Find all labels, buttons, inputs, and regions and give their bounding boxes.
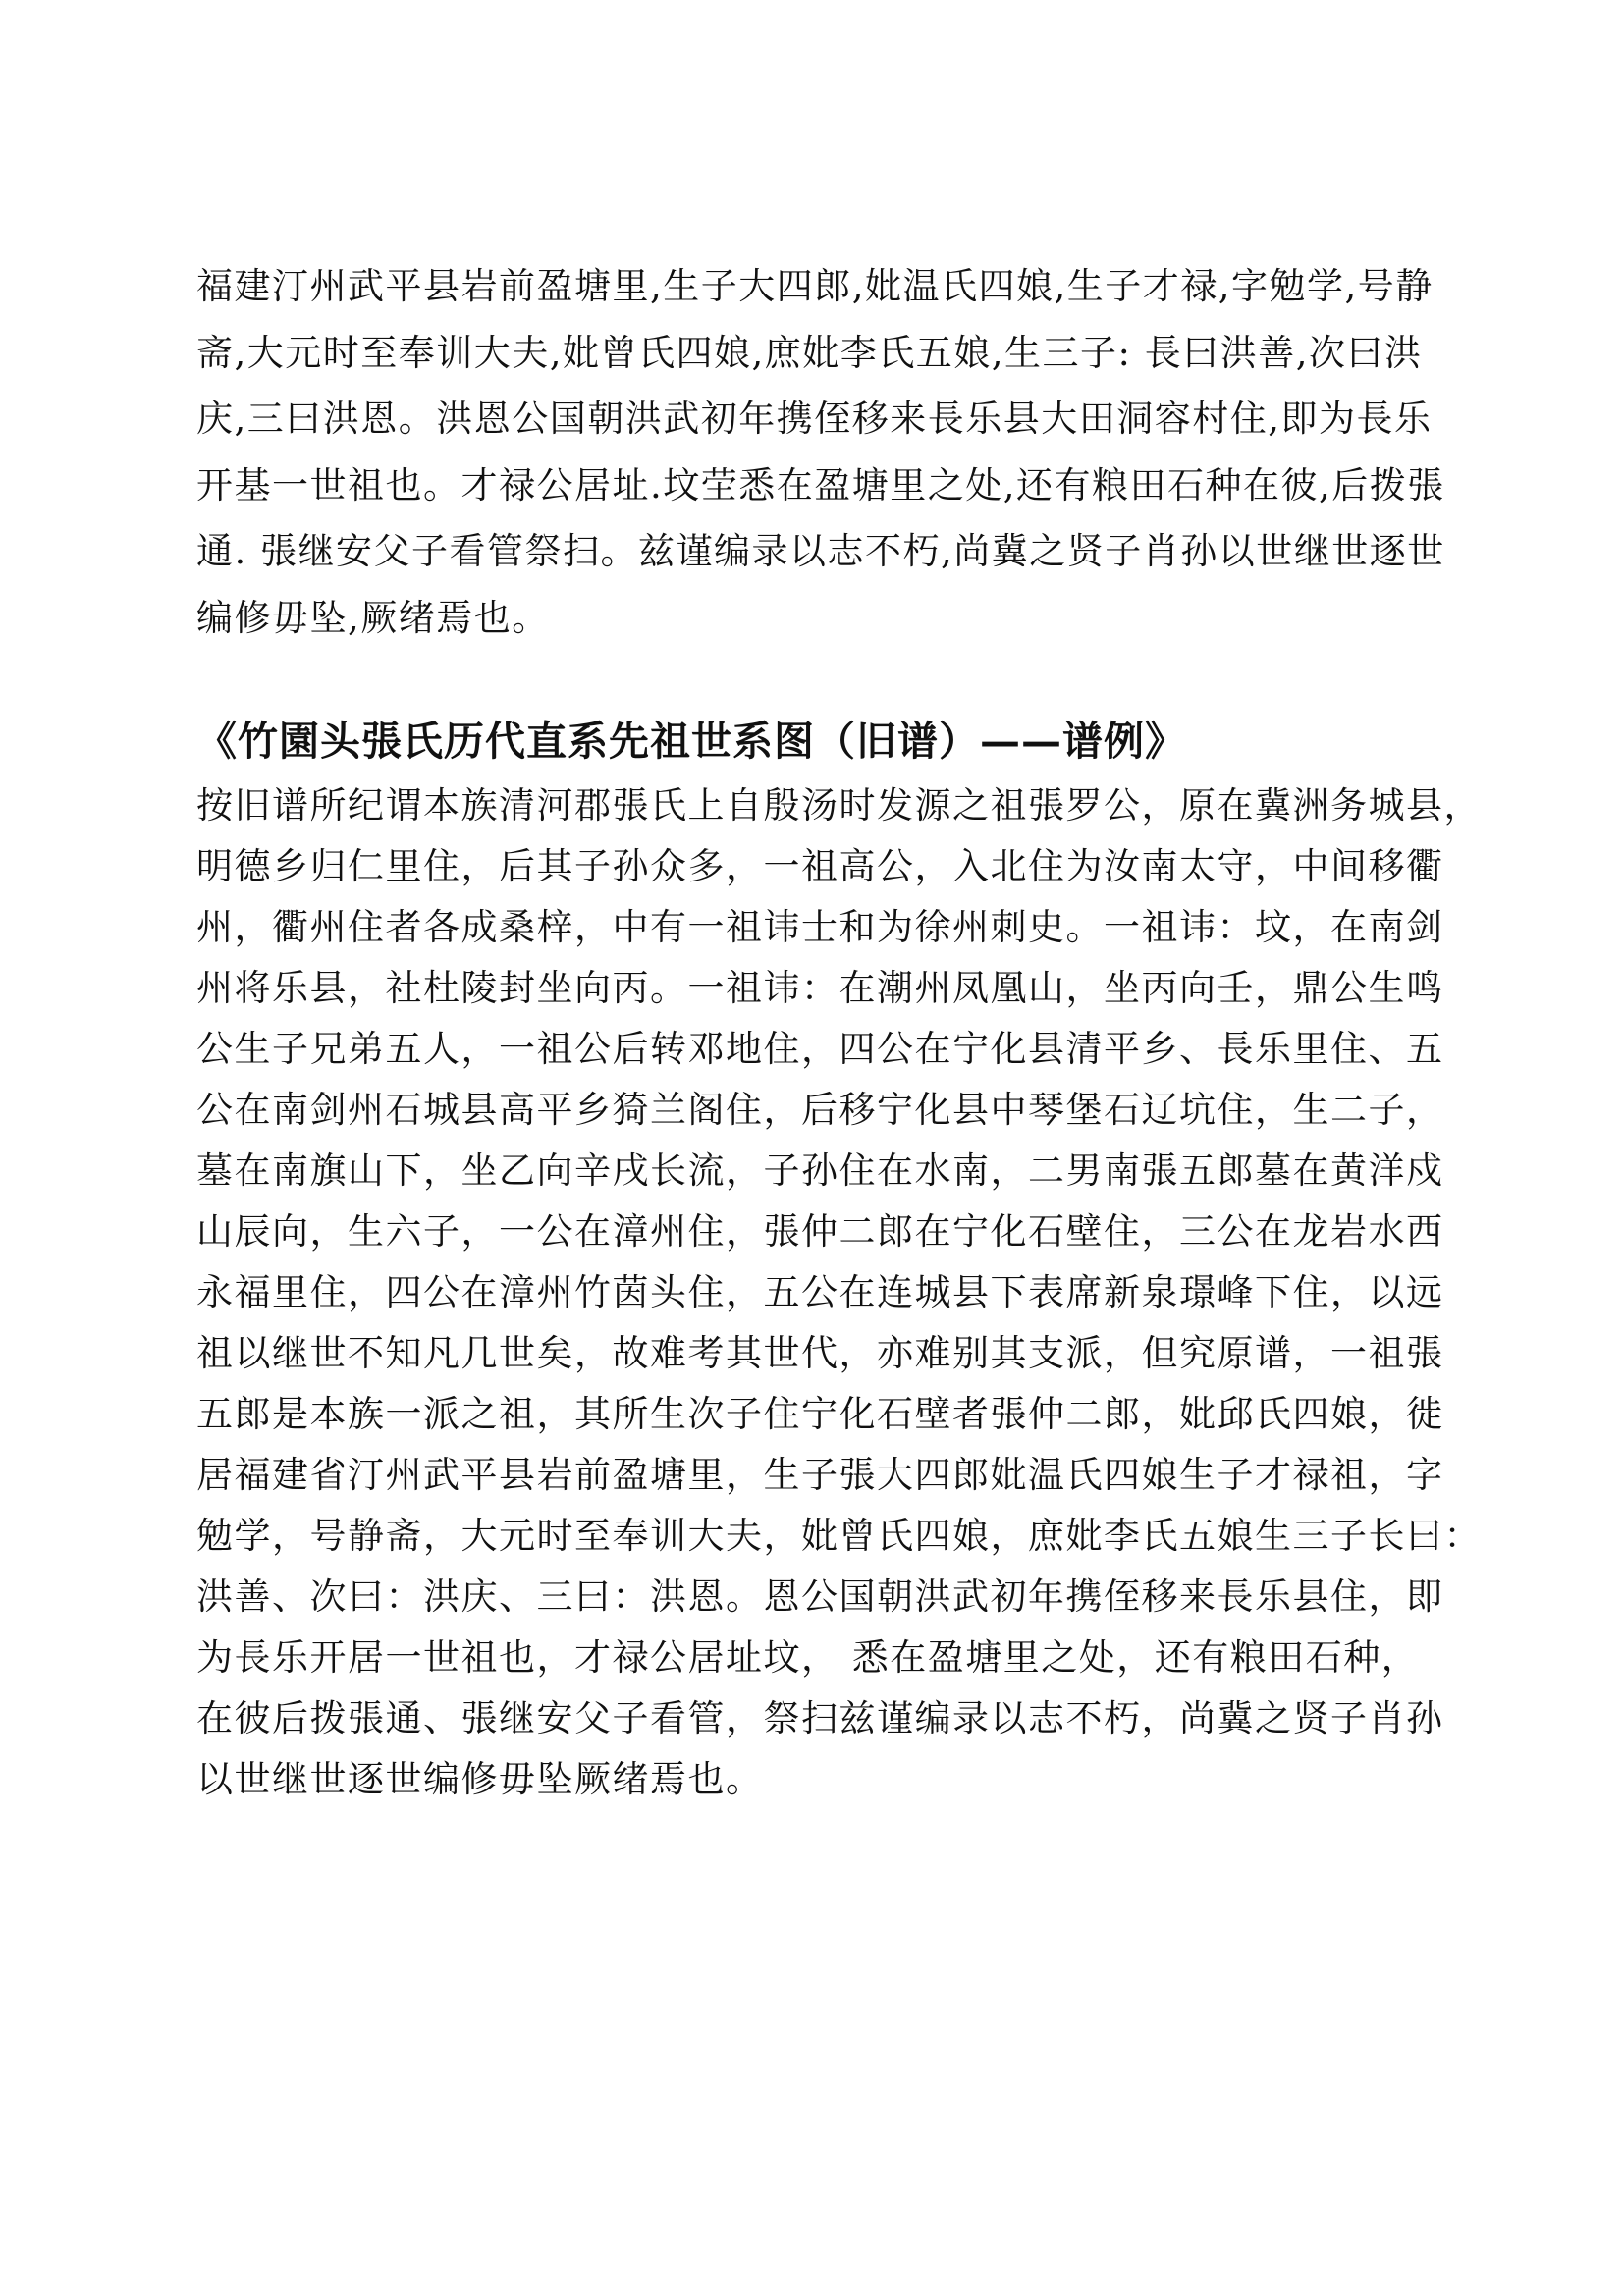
text-line: 勉学，号静斋，大元时至奉训大夫，妣曾氏四娘，庶妣李氏五娘生三子长曰：	[196, 1515, 1482, 1557]
text-line: 庆,三曰洪恩。洪恩公国朝洪武初年携侄移来長乐县大田洞容村住,即为長乐	[196, 398, 1433, 440]
text-line: 居福建省汀州武平县岩前盈塘里，生子張大四郎妣温氏四娘生子才禄祖，字	[196, 1454, 1444, 1496]
text-line: 明德乡归仁里住，后其子孙众多，一祖高公，入北住为汝南太守，中间移衢	[196, 845, 1444, 887]
text-line: 通. 張继安父子看管祭扫。兹谨编录以志不朽,尚冀之贤子肖孙以世继世逐世	[196, 530, 1445, 572]
text-line: 按旧谱所纪谓本族清河郡張氏上自殷汤时发源之祖張罗公，原在冀洲务城县，	[196, 784, 1482, 827]
paragraph-pedigree-rules	[196, 775, 1482, 1810]
text-line: 福建汀州武平县岩前盈塘里,生子大四郎,妣温氏四娘,生子才禄,字勉学,号静	[196, 265, 1434, 307]
text-line: 墓在南旗山下，坐乙向辛戌长流，子孙住在水南，二男南張五郎墓在黄洋戍	[196, 1149, 1444, 1192]
text-line: 洪善、次曰：洪庆、三曰：洪恩。恩公国朝洪武初年携侄移来長乐县住，即	[196, 1575, 1444, 1618]
text-line: 公在南剑州石城县高平乡猗兰阁住，后移宁化县中琴堡石辽坑住，生二子，	[196, 1089, 1444, 1131]
text-line: 以世继世逐世编修毋坠厥绪焉也。	[196, 1758, 764, 1800]
text-line: 为長乐开居一世祖也，才禄公居址坟， 悉在盈塘里之处，还有粮田石种，	[196, 1636, 1420, 1679]
text-line: 永福里住，四公在漳州竹茵头住，五公在连城县下表席新泉璟峰下住，以远	[196, 1271, 1444, 1313]
text-line: 在彼后拨張通、張继安父子看管，祭扫兹谨编录以志不朽，尚冀之贤子肖孙	[196, 1697, 1444, 1739]
text-line: 州将乐县，社杜陵封坐向丙。一祖讳：在潮州凤凰山，坐丙向壬，鼎公生鸣	[196, 967, 1444, 1009]
paragraph-genealogy-intro	[196, 253, 1463, 651]
text-line: 祖以继世不知凡几世矣，故难考其世代，亦难别其支派，但究原谱，一祖張	[196, 1332, 1444, 1374]
text-line: 公生子兄弟五人，一祖公后转邓地住，四公在宁化县清平乡、長乐里住、五	[196, 1028, 1444, 1070]
text-line: 州，衢州住者各成桑梓，中有一祖讳士和为徐州刺史。一祖讳：坟，在南剑	[196, 906, 1444, 948]
text-line: 五郎是本族一派之祖，其所生次子住宁化石壁者張仲二郎，妣邱氏四娘，徙	[196, 1393, 1444, 1435]
section-heading: 《竹園头張氏历代直系先祖世系图（旧谱）——谱例》	[196, 718, 1186, 765]
text-line: 斋,大元时至奉训大夫,妣曾氏四娘,庶妣李氏五娘,生三子: 長曰洪善,次曰洪	[196, 331, 1423, 374]
text-line: 山辰向，生六子，一公在漳州住，張仲二郎在宁化石壁住，三公在龙岩水西	[196, 1210, 1444, 1253]
text-line: 开基一世祖也。才禄公居址.坟茔悉在盈塘里之处,还有粮田石种在彼,后拨張	[196, 463, 1445, 507]
text-line: 编修毋坠,厥绪焉也。	[196, 596, 550, 639]
